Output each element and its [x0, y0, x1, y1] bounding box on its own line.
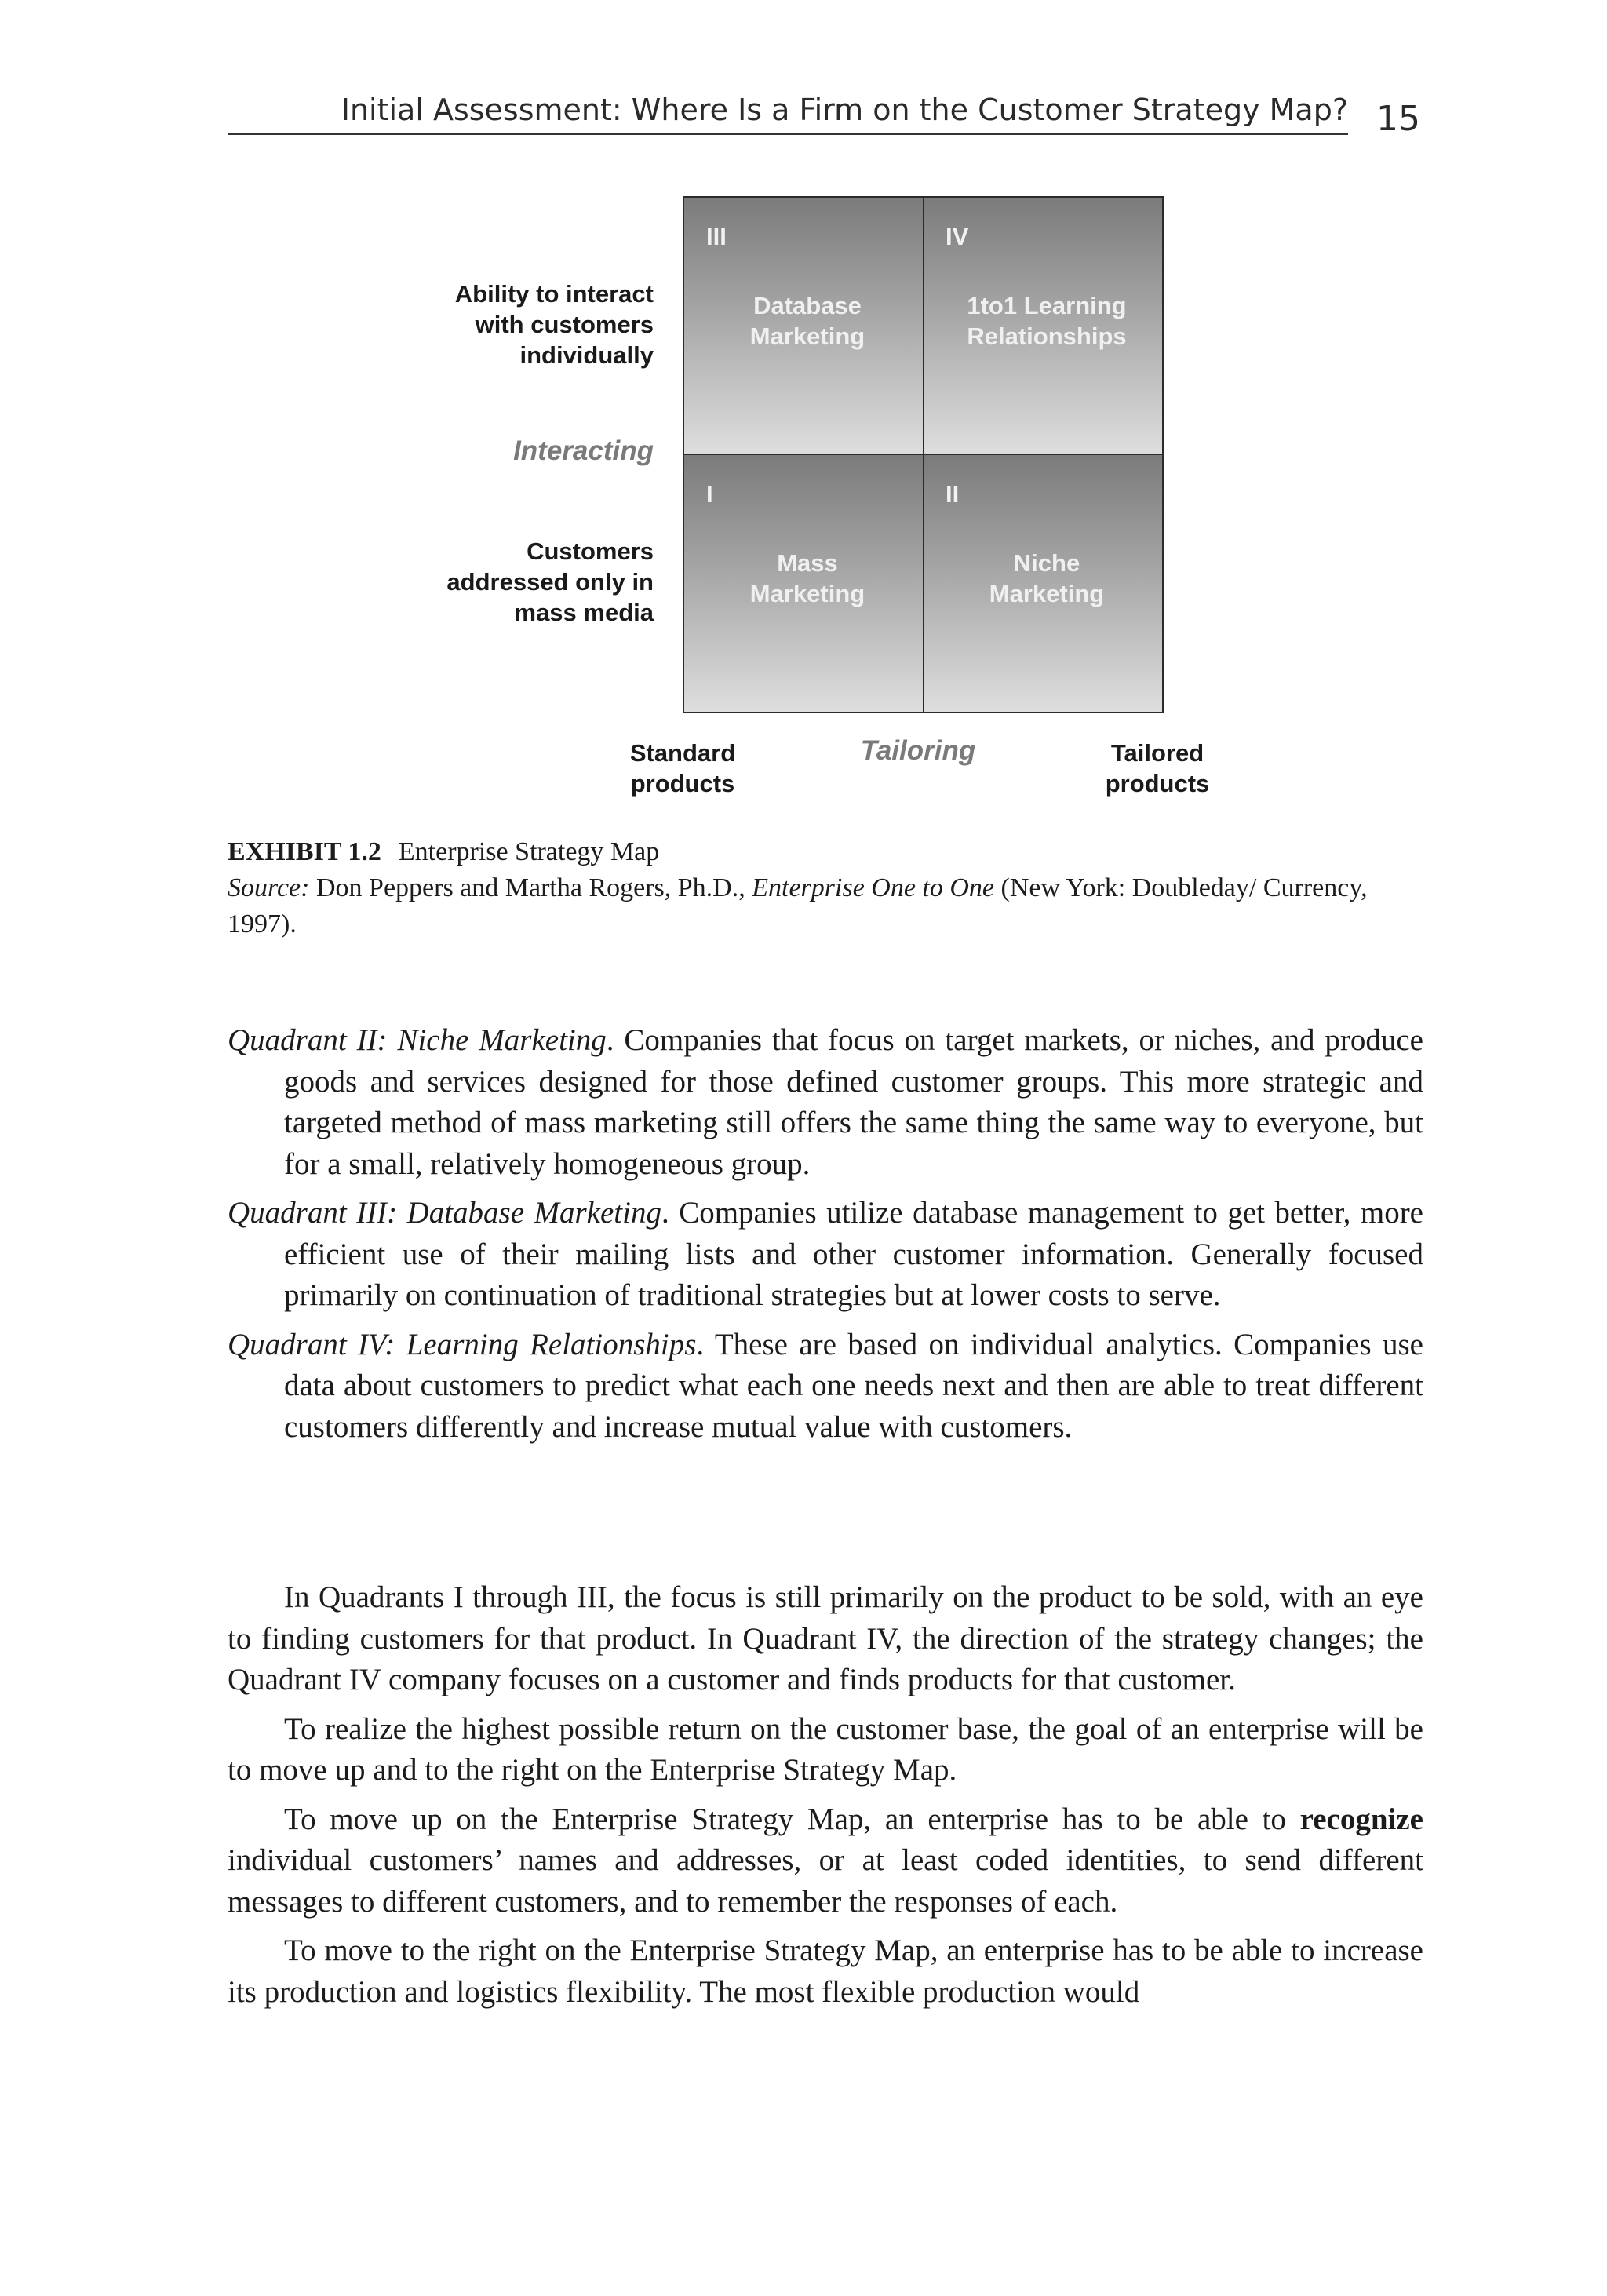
y-axis-top-label — [371, 279, 654, 370]
paragraph: In Quadrants I through III, the focus is still primarily on the product to be sold, with an eye to finding customers for that product. In Quadrant IV, the direction of the strategy changes; the Quadrant IV company focuses on a customer and finds products for that customer. — [228, 1580, 1423, 1696]
definition-term: Quadrant IV: Learning Relationships — [228, 1327, 697, 1361]
x-axis-label-line: products — [630, 770, 735, 797]
definition-text: . Companies utilize database management to get better, more efficient use of their mailing lists and other customer information. Generally focused primarily on continuation of traditional strategies but at lower costs to serve. — [284, 1196, 1423, 1312]
source-label: Source: — [228, 873, 310, 902]
caption-title-line — [228, 834, 1428, 870]
quadrant-number: I — [706, 480, 713, 508]
bold-term: recognize — [1299, 1802, 1423, 1836]
quadrant-ii — [923, 454, 1164, 713]
quadrant-label-line: Marketing — [749, 323, 865, 350]
x-axis-label-line: products — [1105, 770, 1210, 797]
source-text: Don Peppers and Martha Rogers, Ph.D., — [309, 873, 752, 902]
x-axis-right-label — [1099, 738, 1216, 799]
source-text: (New York: Doubleday/ Currency, 1997). — [228, 873, 1368, 938]
paragraph: To realize the highest possible return on the customer base, the goal of an enterprise will be to move up and to the right on the Enterprise Strategy Map. — [228, 1711, 1423, 1787]
definition-item — [228, 1020, 1423, 1185]
definition-text: . Companies that focus on target markets, or niches, and produce goods and services designed for those defined customer groups. This more strategic and targeted method of mass marketing still offers the same thing the same way to everyone, but for a small, relatively homogeneous group. — [284, 1023, 1423, 1181]
quadrant-iii — [683, 196, 924, 455]
figure-caption — [228, 834, 1428, 942]
definition-term: Quadrant II: Niche Marketing — [228, 1023, 607, 1057]
body-paragraphs — [228, 1577, 1423, 2021]
paragraph-text: To move up on the Enterprise Strategy Map, an enterprise has to be able to — [284, 1802, 1300, 1836]
y-axis-label-line: with customers — [475, 311, 654, 338]
quadrant-label-line: Relationships — [967, 323, 1127, 350]
y-axis-bottom-label — [371, 536, 654, 628]
quadrant-label — [684, 548, 923, 609]
quadrant-iv — [923, 196, 1164, 455]
caption-source — [228, 870, 1428, 942]
paragraph: To move to the right on the Enterprise Strategy Map, an enterprise has to be able to increase its production and logistics flexibility. The most flexible production would — [228, 1933, 1423, 2009]
x-axis-title: Tailoring — [860, 735, 976, 766]
quadrant-number: II — [946, 480, 960, 508]
y-axis-label-line: Customers — [527, 538, 654, 565]
quadrant-i — [683, 454, 924, 713]
quadrant-label — [684, 290, 923, 352]
definition-text: . These are based on individual analytics. Companies use data about customers to predict what each one needs next and then are able to treat different customers differently and increase mutual value with customers. — [284, 1327, 1423, 1444]
quadrant-number: IV — [946, 223, 969, 250]
x-axis-left-label — [628, 738, 738, 799]
source-book-title: Enterprise One to One — [752, 873, 995, 902]
quadrant-label-line: Niche — [1013, 549, 1080, 577]
definition-item — [228, 1193, 1423, 1317]
page-number: 15 — [1376, 99, 1420, 139]
quadrant-number: III — [706, 223, 727, 250]
exhibit-number: EXHIBIT 1.2 — [228, 837, 381, 866]
quadrant-label-line: Marketing — [749, 580, 865, 607]
x-axis-label-line: Tailored — [1110, 739, 1204, 767]
quadrant-label-line: Mass — [777, 549, 838, 577]
y-axis-label-line: mass media — [514, 599, 654, 626]
quadrant-definitions — [228, 1020, 1423, 1456]
exhibit-title: Enterprise Strategy Map — [398, 837, 660, 866]
y-axis-title: Interacting — [513, 436, 654, 466]
enterprise-strategy-map-figure — [0, 0, 1607, 816]
y-axis-label-line: Ability to interact — [454, 280, 654, 308]
y-axis-label-line: addressed only in — [446, 568, 654, 596]
quadrant-label-line: 1to1 Learning — [967, 292, 1127, 319]
quadrant-label-line: Database — [753, 292, 862, 319]
quadrant-label-line: Marketing — [989, 580, 1105, 607]
paragraph-text: individual customers’ names and addresses, or at least coded identities, to send different messages to different customers, and to remember the responses of each. — [228, 1843, 1423, 1919]
quadrant-label — [924, 548, 1162, 609]
quadrant-label — [924, 290, 1162, 352]
running-title: Initial Assessment: Where Is a Firm on the Customer Strategy Map? — [341, 93, 1348, 127]
x-axis-label-line: Standard — [629, 739, 736, 767]
y-axis-label-line: individually — [519, 341, 654, 369]
definition-term: Quadrant III: Database Marketing — [228, 1196, 661, 1230]
paragraph — [228, 1799, 1423, 1923]
definition-item — [228, 1325, 1423, 1449]
